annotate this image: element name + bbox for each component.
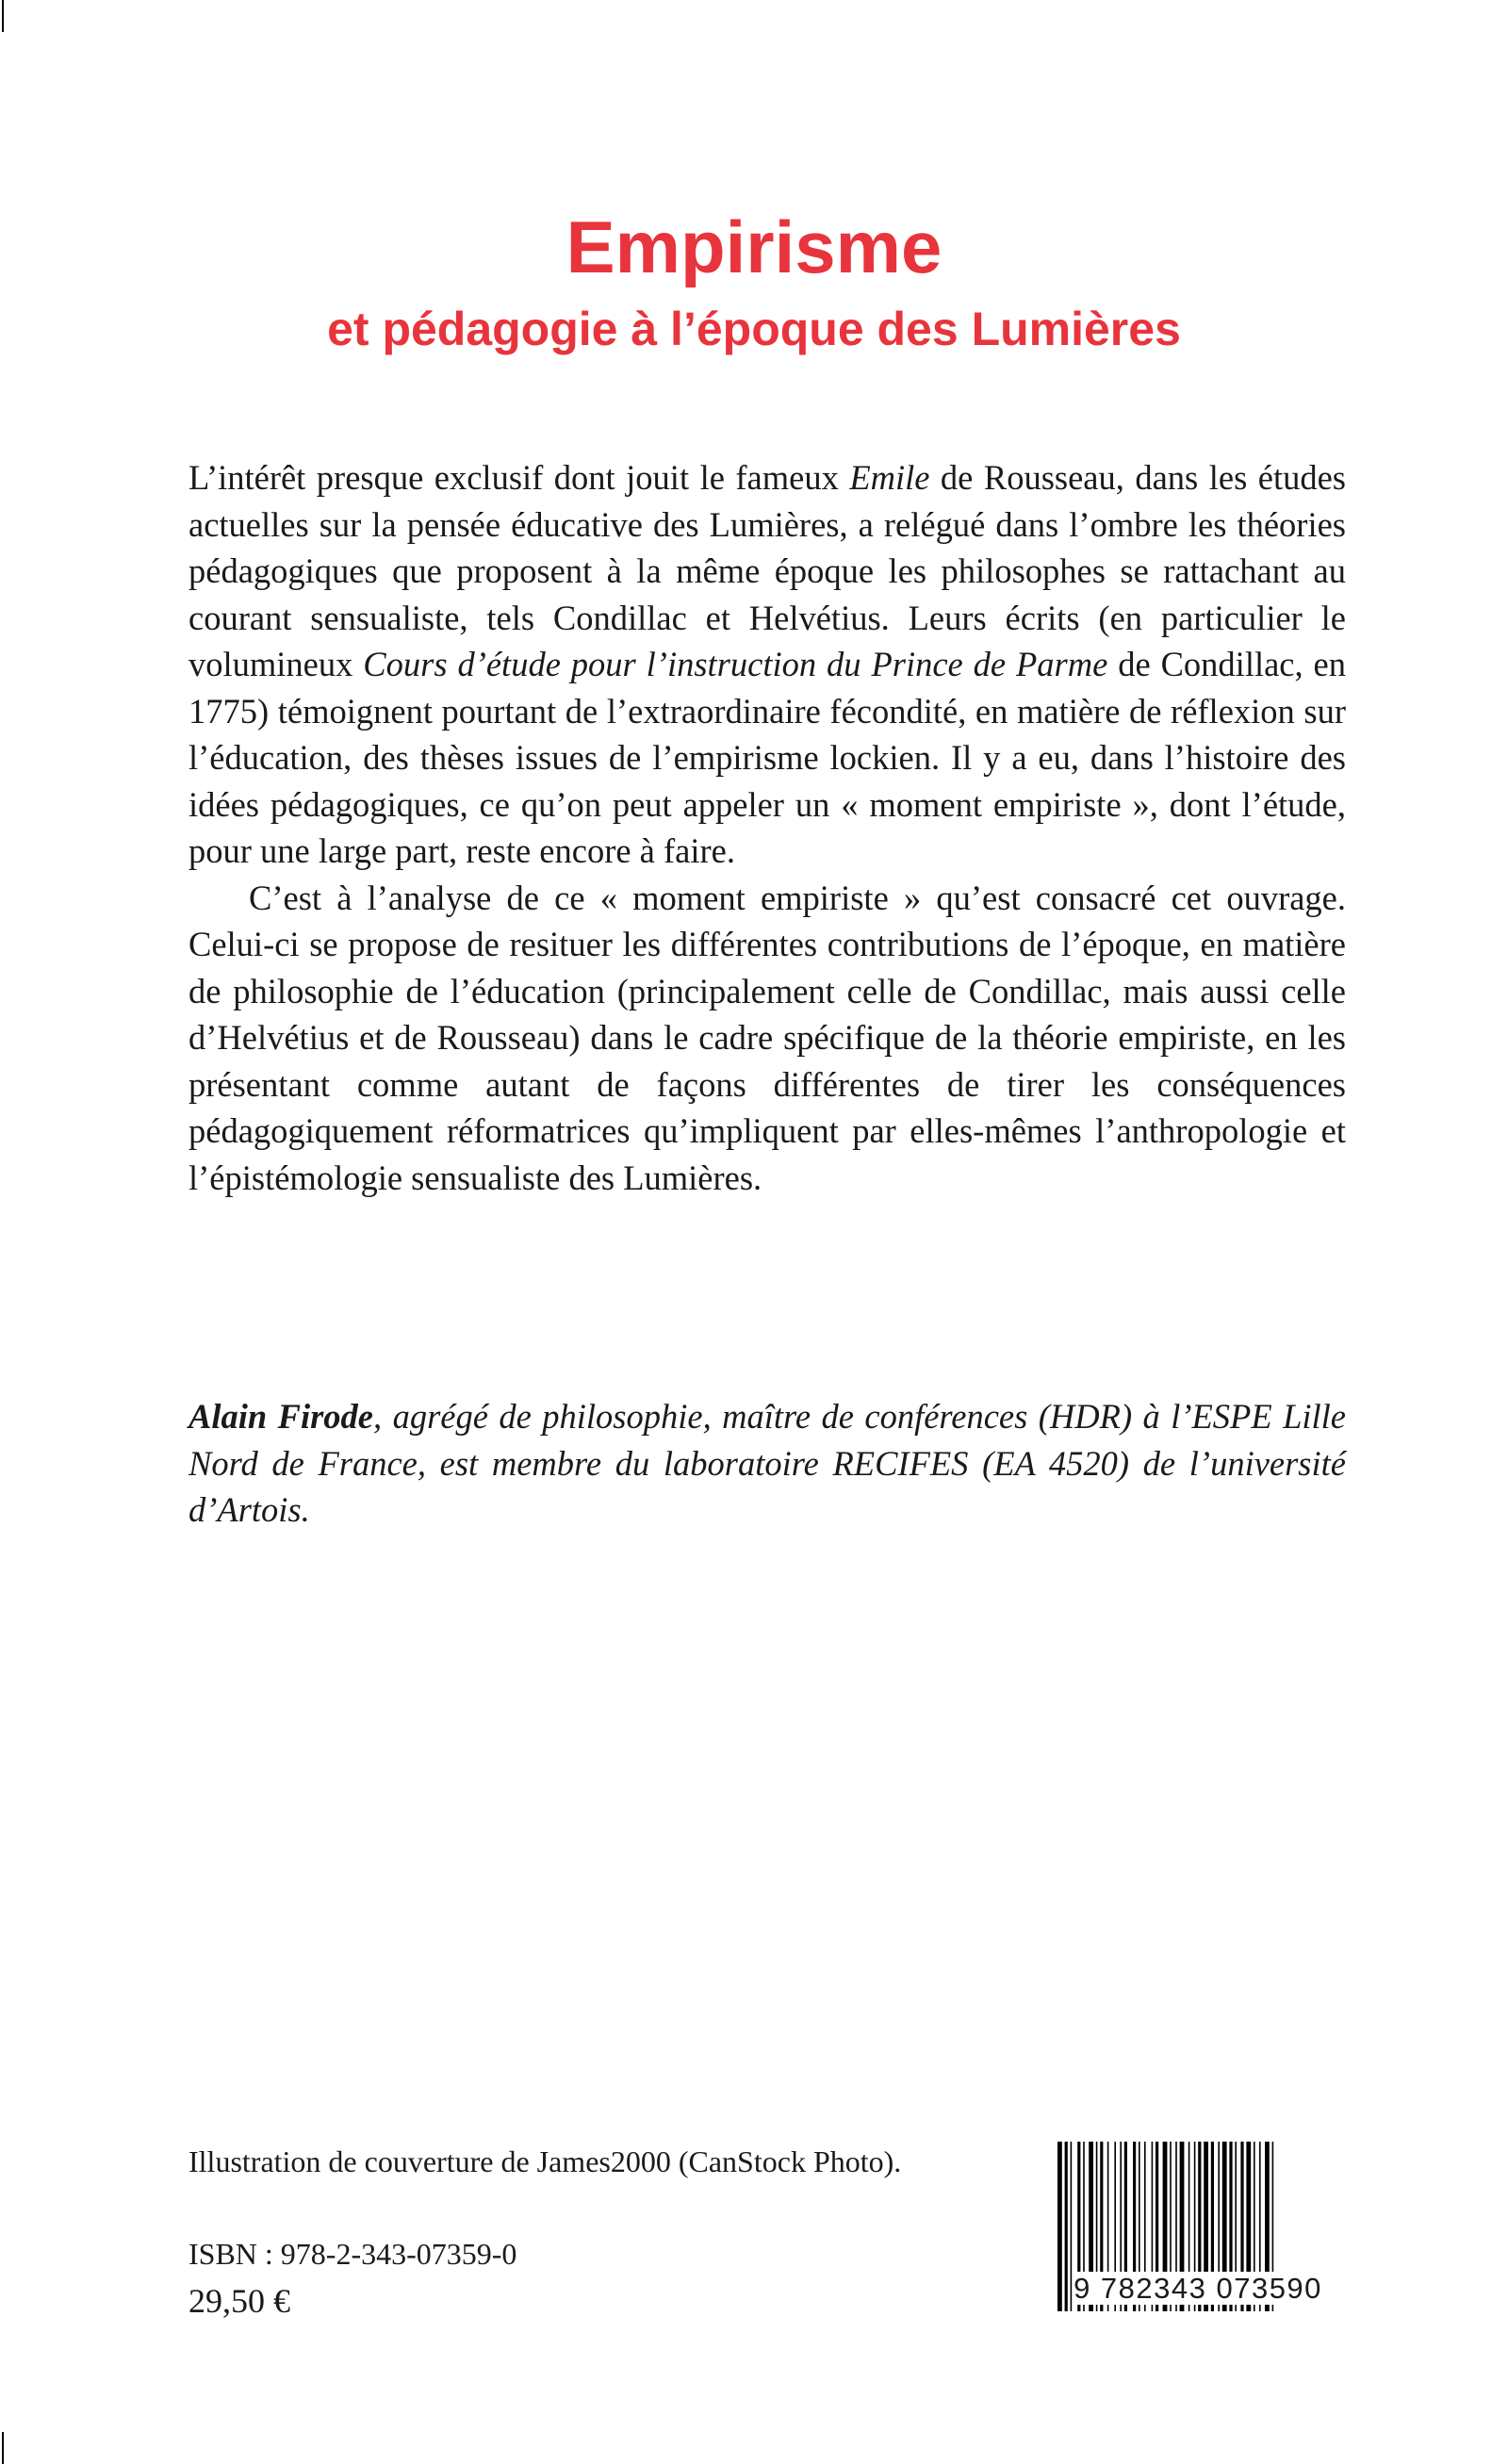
crop-mark-top [2, 0, 4, 32]
author-name: Alain Firode [188, 1397, 374, 1436]
book-title: Empirisme [566, 205, 942, 288]
blurb-paragraph-1: L’intérêt presque exclusif dont jouit le fameux Emile de Rousseau, dans les études actuelles sur la pensée éducative des Lumières, a relégué dans l’ombre les théories pédagogiques que proposent à la même époque les philosophes se rattachant au courant sensualiste, tels Condillac et Helvétius. Leurs écrits (en particulier le volumineux Cours d’étude pour l’instruction du Prince de Parme de Condillac, en 1775) témoignent pourtant de l’extraordinaire fécondité, en matière de réflexion sur l’éducation, des thèses issues de l’empirisme lockien. Il y a eu, dans l’histoire des idées pédagogiques, ce qu’on peut appeler un « moment empiriste », dont l’étude, pour une large part, reste encore à faire. [188, 458, 1346, 870]
work-title-emile: Emile [849, 458, 930, 497]
book-subtitle: et pédagogie à l’époque des Lumières [327, 303, 1181, 355]
work-title-cours: Cours d’étude pour l’instruction du Prince de Parme [363, 645, 1108, 683]
blurb-text [188, 454, 1346, 1201]
price: 29,50 € [188, 2282, 290, 2320]
barcode-digits: 9 782343 073590 [1074, 2272, 1322, 2305]
author-bio: Alain Firode, agrégé de philosophie, maître de conférences (HDR) à l’ESPE Lille Nord de France, est membre du laboratoire RECIFES (EA 4520) de l’université d’Artois. [188, 1397, 1346, 1529]
isbn: ISBN : 978-2-343-07359-0 [188, 2237, 517, 2271]
cover-credit: Illustration de couverture de James2000 (CanStock Photo). [188, 2144, 902, 2178]
crop-mark-bottom [2, 2432, 4, 2464]
blurb-paragraph-2: C’est à l’analyse de ce « moment empiriste » qu’est consacré cet ouvrage. Celui-ci se propose de resituer les différentes contributions de l’époque, en matière de philosophie de l’éducation (principalement celle de Condillac, mais aussi celle d’Helvétius et de Rousseau) dans le cadre spécifique de la théorie empiriste, en les présentant comme autant de façons différentes de tirer les conséquences pédagogiquement réformatrices qu’impliquent par elles-mêmes l’anthropologie et l’épistémologie sensualiste des Lumières. [188, 878, 1346, 1197]
